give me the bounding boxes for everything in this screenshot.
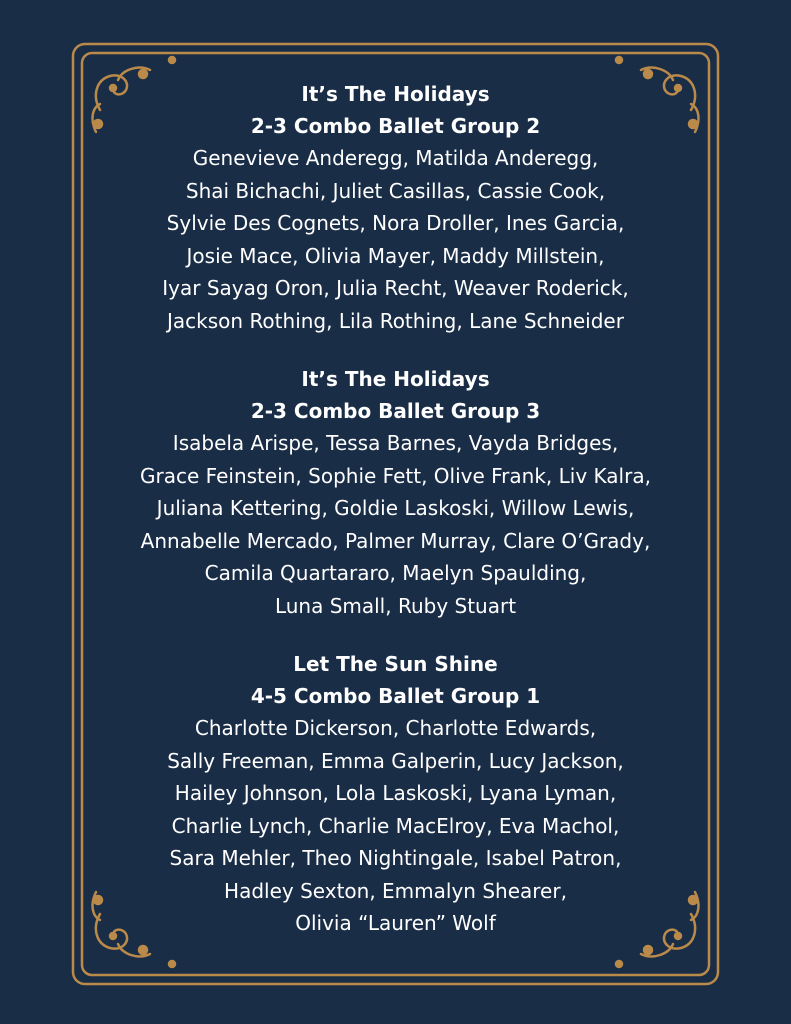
class-name: 2-3 Combo Ballet Group 2: [250, 114, 541, 138]
names-line: Josie Mace, Olivia Mayer, Maddy Millstein,: [186, 243, 605, 268]
song-title: It’s The Holidays: [301, 367, 490, 391]
names-line: Shai Bichachi, Juliet Casillas, Cassie Cook,: [185, 178, 606, 203]
section-sun-shine-group-1: [100, 648, 691, 940]
names-line: Luna Small, Ruby Stuart: [274, 593, 517, 618]
names-line: Charlie Lynch, Charlie MacElroy, Eva Machol,: [171, 813, 620, 838]
song-title: Let The Sun Shine: [293, 652, 498, 676]
names-line: Iyar Sayag Oron, Julia Recht, Weaver Roderick,: [162, 276, 629, 300]
class-name: 4-5 Combo Ballet Group 1: [250, 684, 541, 708]
cast-list: [100, 78, 691, 966]
names-line: Annabelle Mercado, Palmer Murray, Clare O’Grady,: [140, 528, 651, 553]
names-line: Juliana Kettering, Goldie Laskoski, Willow Lewis,: [156, 496, 635, 520]
names-line: Sara Mehler, Theo Nightingale, Isabel Patron,: [169, 846, 622, 870]
names-line: Grace Feinstein, Sophie Fett, Olive Frank, Liv Kalra,: [140, 463, 651, 488]
names-line: Hailey Johnson, Lola Laskoski, Lyana Lyman,: [174, 781, 617, 805]
names-line: Olivia “Lauren” Wolf: [295, 911, 496, 935]
song-title: It’s The Holidays: [301, 82, 490, 106]
names-line: Jackson Rothing, Lila Rothing, Lane Schneider: [167, 308, 624, 333]
names-line: Hadley Sexton, Emmalyn Shearer,: [224, 878, 567, 903]
section-holidays-group-3: [100, 363, 691, 622]
names-line: Genevieve Anderegg, Matilda Anderegg,: [192, 146, 599, 170]
names-line: Sylvie Des Cognets, Nora Droller, Ines Garcia,: [166, 211, 625, 235]
names-line: Isabela Arispe, Tessa Barnes, Vayda Bridges,: [172, 431, 619, 455]
section-holidays-group-2: [100, 78, 691, 337]
class-name: 2-3 Combo Ballet Group 3: [250, 399, 541, 423]
names-line: Charlotte Dickerson, Charlotte Edwards,: [194, 716, 597, 740]
names-line: Camila Quartararo, Maelyn Spaulding,: [204, 561, 587, 585]
names-line: Sally Freeman, Emma Galperin, Lucy Jackson,: [167, 748, 624, 773]
